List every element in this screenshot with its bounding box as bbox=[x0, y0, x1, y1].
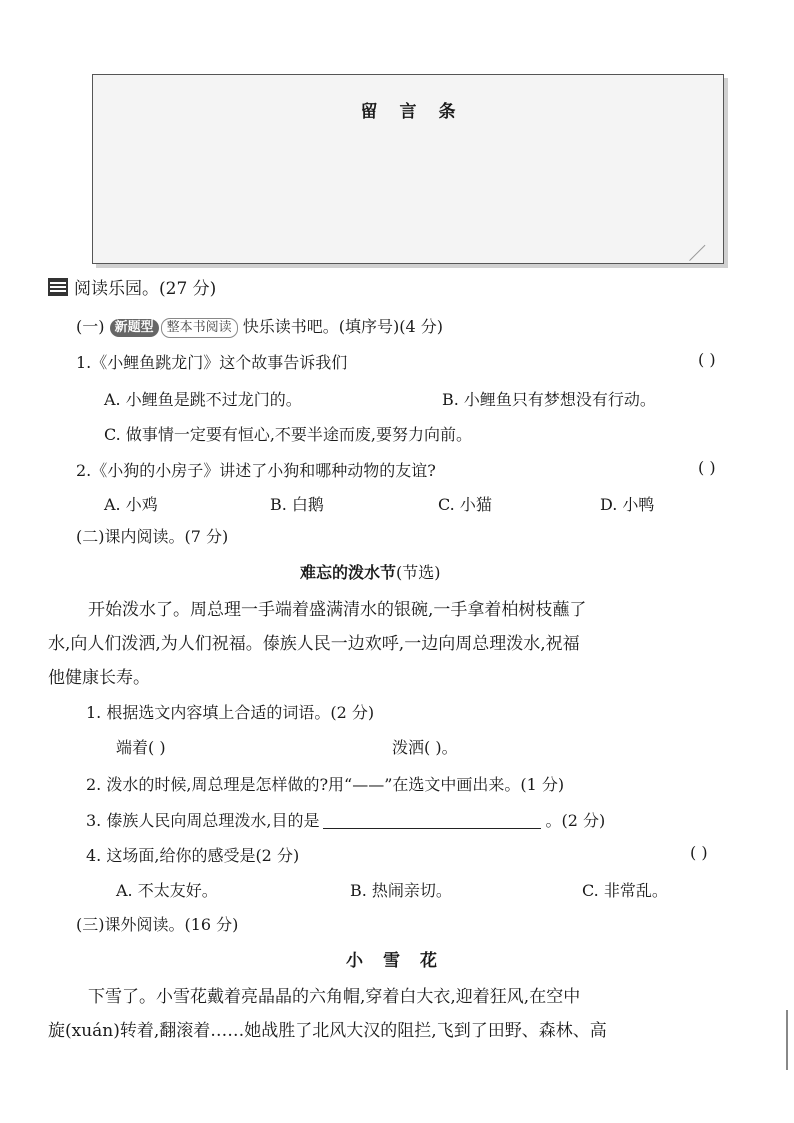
passage2-title: 小雪花 bbox=[346, 951, 457, 971]
passage1-line-1: 开始泼水了。周总理一手端着盛满清水的银碗,一手拿着柏树枝蘸了 bbox=[88, 600, 587, 620]
message-note-box bbox=[92, 74, 724, 264]
passage2-line-2: 旋(xuán)转着,翻滚着……她战胜了北风大汉的阻拦,飞到了田野、森林、高 bbox=[48, 1021, 607, 1041]
part1-q1-option-a: A. 小鲤鱼是跳不过龙门的。 bbox=[104, 390, 302, 409]
part1-title bbox=[76, 314, 443, 338]
part1-q1-option-c: C. 做事情一定要有恒心,不要半途而废,要努力向前。 bbox=[104, 425, 473, 444]
part1-title-text: 快乐读书吧。(填序号)(4 分) bbox=[242, 317, 443, 336]
passage1-line-2: 水,向人们泼洒,为人们祝福。傣族人民一边欢呼,一边向周总理泼水,祝福 bbox=[48, 634, 580, 654]
part1-q2-option-c: C. 小猫 bbox=[438, 495, 492, 514]
passage1-subtitle: (节选) bbox=[396, 563, 441, 582]
part1-q2-option-b: B. 白鹅 bbox=[270, 495, 324, 514]
part2-q4-answer: ( ) bbox=[690, 843, 708, 862]
passage1-title-text: 难忘的泼水节 bbox=[300, 563, 397, 582]
part1-q2-option-d: D. 小鸭 bbox=[600, 495, 655, 514]
part2-q3-text: 3. 傣族人民向周总理泼水,目的是 bbox=[86, 811, 320, 830]
part2-q1-blank-b: 泼洒( )。 bbox=[392, 738, 458, 757]
part2-q4: 4. 这场面,给你的感受是(2 分) bbox=[86, 846, 300, 865]
section-heading-text: 阅读乐园。(27 分) bbox=[74, 279, 217, 299]
part2-q2: 2. 泼水的时候,周总理是怎样做的?用“——”在选文中画出来。(1 分) bbox=[86, 775, 565, 794]
corner-fold-decoration bbox=[689, 245, 721, 277]
new-type-badge: 新题型 bbox=[110, 319, 159, 337]
book-icon bbox=[48, 278, 68, 296]
part2-q4-option-c: C. 非常乱。 bbox=[582, 881, 668, 900]
answer-blank-line[interactable] bbox=[323, 828, 541, 829]
part1-q1: 1.《小鲤鱼跳龙门》这个故事告诉我们 bbox=[76, 353, 348, 372]
note-title: 留言条 bbox=[360, 102, 478, 122]
part1-q1-answer: ( ) bbox=[698, 350, 716, 369]
passage2-line-1: 下雪了。小雪花戴着亮晶晶的六角帽,穿着白大衣,迎着狂风,在空中 bbox=[88, 987, 581, 1007]
part3-title: (三)课外阅读。(16 分) bbox=[76, 915, 239, 934]
part2-q3-score: 。(2 分) bbox=[545, 811, 606, 830]
passage1-line-3: 他健康长寿。 bbox=[48, 668, 150, 688]
part1-prefix: (一) bbox=[76, 317, 105, 336]
whole-book-badge: 整本书阅读 bbox=[161, 318, 238, 338]
part2-q3 bbox=[86, 808, 605, 831]
part1-q2: 2.《小狗的小房子》讲述了小狗和哪种动物的友谊? bbox=[76, 461, 436, 480]
part1-q1-option-b: B. 小鲤鱼只有梦想没有行动。 bbox=[442, 390, 656, 409]
section-heading bbox=[48, 274, 216, 299]
part2-q1-blank-a: 端着( ) bbox=[116, 738, 166, 757]
passage1-title bbox=[300, 560, 441, 583]
part1-q2-answer: ( ) bbox=[698, 458, 716, 477]
part2-q1: 1. 根据选文内容填上合适的词语。(2 分) bbox=[86, 703, 375, 722]
part2-title: (二)课内阅读。(7 分) bbox=[76, 527, 229, 546]
part2-q4-option-b: B. 热闹亲切。 bbox=[350, 881, 452, 900]
part1-q2-option-a: A. 小鸡 bbox=[104, 495, 158, 514]
margin-rule bbox=[786, 1010, 788, 1070]
part2-q4-option-a: A. 不太友好。 bbox=[116, 881, 218, 900]
